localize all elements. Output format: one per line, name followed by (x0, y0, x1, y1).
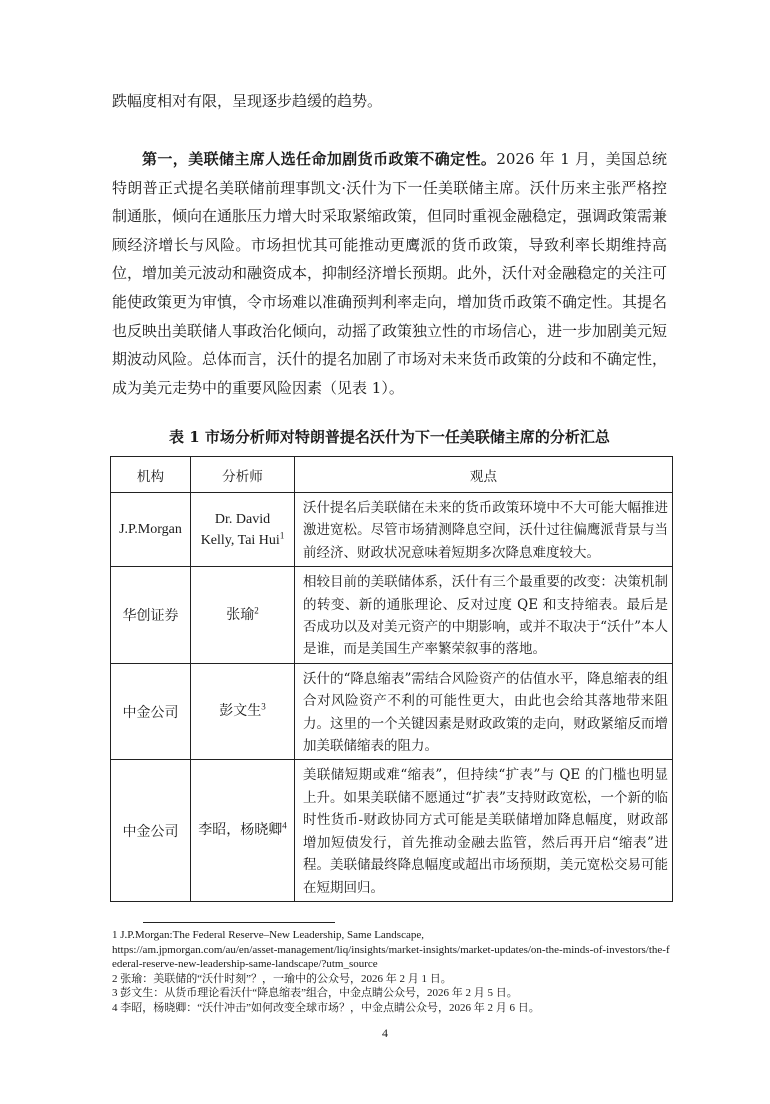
header-institution: 机构 (111, 457, 191, 493)
table-row (111, 760, 673, 901)
analyst-cell (191, 493, 295, 567)
view-cell: 相较目前的美联储体系，沃什有三个最重要的改变：决策机制的转变、新的通胀理论、反对过度 QE 和支持缩表。最后是否成功以及对美元资产的中期影响，或并不取决于“沃什”本人是谁，而是美国生产率繁荣叙事的落地。 (295, 567, 673, 664)
view-cell: 沃什的“降息缩表”需结合风险资产的估值水平，降息缩表的组合对风险资产不利的可能性更大，由此也会给其落地带来阻力。这里的一个关键因素是财政政策的走向，财政紧缩反而增加美联储缩表的阻力。 (295, 663, 673, 760)
header-view: 观点 (295, 457, 673, 493)
table-row (111, 663, 673, 760)
footnote-separator (143, 922, 335, 923)
table-header-row (111, 457, 673, 493)
body-paragraph-1: 跌幅度相对有限，呈现逐步趋缓的趋势。 (112, 92, 383, 110)
footnote-1: 1 J.P.Morgan:The Federal Reserve–New Leadership, Same Landscape, (112, 929, 424, 941)
footnote-3: 3 彭文生：从货币理论看沃什“降息缩表”组合，中金点睛公众号，2026 年 2 月 5 日。 (112, 987, 518, 999)
page-number: 4 (382, 1026, 388, 1040)
table-row (111, 567, 673, 664)
analyst-name: 彭文生 (219, 704, 262, 720)
table-row (111, 493, 673, 567)
paragraph-body-text: 2026 年 1 月，美国总统特朗普正式提名美联储前理事凯文·沃什为下一任美联储主席。沃什历来主张严格控制通胀，倾向在通胀压力增大时采取紧缩政策，但同时重视金融稳定，强调政策需兼顾经济增长与风险。市场担忧其可能推动更鹰派的货币政策，导致利率长期维持高位，增加美元波动和融资成本，抑制经济增长预期。此外，沃什对金融稳定的关注可能使政策更为审慎，令市场难以准确预判利率走向，增加货币政策不确定性。其提名也反映出美联储人事政治化倾向，动摇了政策独立性的市场信心，进一步加剧美元短期波动风险。总体而言，沃什的提名加剧了市场对未来货币政策的分歧和不确定性，成为美元走势中的重要风险因素（见表 1）。 (112, 150, 668, 397)
analyst-name-line2: Kelly, Tai Hui (200, 532, 280, 548)
analyst-name: 张瑜 (226, 607, 255, 623)
analyst-cell (191, 567, 295, 664)
analyst-name: 李昭，杨晓卿 (198, 823, 283, 839)
footnote-4: 4 李昭，杨晓卿：“沃什冲击”如何改变全球市场？，中金点睛公众号，2026 年 2 月 6 日。 (112, 1001, 540, 1014)
analyst-name-line1: Dr. David (214, 511, 271, 527)
body-paragraph-2 (112, 145, 667, 402)
paragraph-lead-heading: 第一，美联储主席人选任命加剧货币政策不确定性。 (142, 150, 497, 168)
view-cell: 美联储短期或难“缩表”，但持续“扩表”与 QE 的门槛也明显上升。如果美联储不愿通过“扩表”支持财政宽松，一个新的临时性货币-财政协同方式可能是美联储增加降息幅度，财政部增加短债发行，首先推动金融去监管，然后再开启“缩表”进程。美联储最终降息幅度或超出市场预期，美元宽松交易可能在短期回归。 (295, 760, 673, 901)
footnote-ref: 1 (279, 529, 285, 540)
analyst-cell (191, 760, 295, 901)
analyst-summary-table (110, 456, 673, 902)
footnote-ref: 2 (254, 604, 259, 615)
institution-cell: 中金公司 (111, 760, 191, 901)
footnote-ref: 4 (282, 820, 287, 831)
view-cell: 沃什提名后美联储在未来的货币政策环境中不大可能大幅推进激进宽松。尽管市场猜测降息空间，沃什过往偏鹰派背景与当前经济、财政状况意味着短期多次降息难度较大。 (295, 493, 673, 567)
institution-cell: J.P.Morgan (111, 493, 191, 567)
institution-cell: 中金公司 (111, 663, 191, 760)
footnote-ref: 3 (261, 701, 266, 712)
footnote-2: 2 张瑜：美联储的“沃什时刻”？，一瑜中的公众号，2026 年 2 月 1 日。 (112, 972, 452, 985)
footnote-1-url[interactable]: https://am.jpmorgan.com/au/en/asset-management/liq/insights/market-insights/market-updates/on-the-minds-of-investors/the-federal-reserve-new-leadership-same-landscape/?utm_source (112, 943, 670, 970)
analyst-cell (191, 663, 295, 760)
institution-cell: 华创证券 (111, 567, 191, 664)
table-caption: 表 1 市场分析师对特朗普提名沃什为下一任美联储主席的分析汇总 (169, 428, 610, 446)
footnotes (112, 928, 672, 1015)
header-analyst: 分析师 (191, 457, 295, 493)
